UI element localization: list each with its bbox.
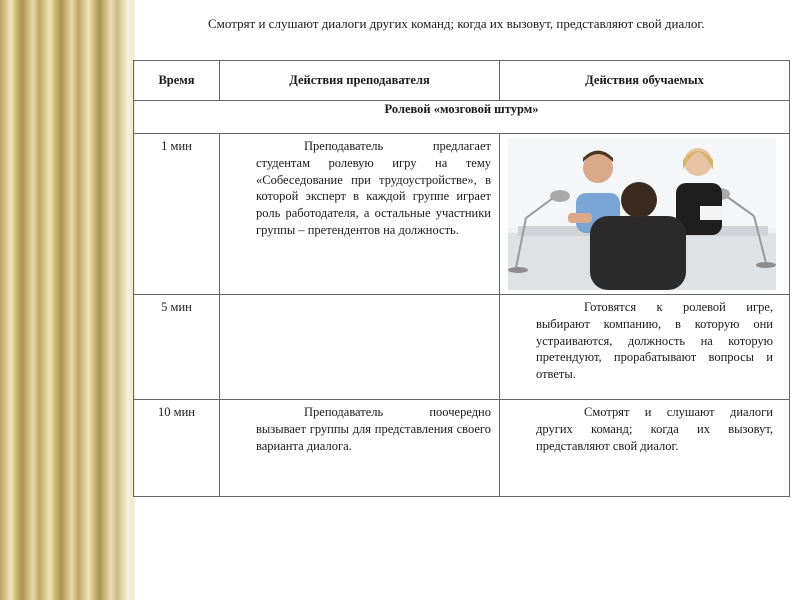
row-teacher-text: Преподаватель поочередно вызывает группы для представления своего варианта диалога. [256, 405, 491, 453]
row-student [500, 295, 790, 400]
header-student: Действия обучаемых [500, 61, 790, 101]
header-row [134, 61, 790, 101]
row-time: 1 мин [134, 134, 220, 295]
row-teacher [220, 400, 500, 497]
row-time: 10 мин [134, 400, 220, 497]
row-time: 5 мин [134, 295, 220, 400]
header-teacher: Действия преподавателя [220, 61, 500, 101]
lesson-table [133, 60, 790, 497]
table-row [134, 400, 790, 497]
section-row [134, 101, 790, 134]
row-student [500, 134, 790, 295]
row-teacher [220, 134, 500, 295]
intro-paragraph: Смотрят и слушают диалоги других команд; когда их вызовут, представляют свой диалог. [208, 16, 705, 31]
row-student-text: Смотрят и слушают диалоги других команд; когда их вызовут, представляют свой диалог. [536, 405, 773, 453]
table-row [134, 295, 790, 400]
interview-photo [508, 138, 776, 290]
row-student-text: Готовятся к ролевой игре, выбирают компанию, в которую они устраиваются, должность на которую претендуют, прорабатывают вопросы и ответы. [536, 300, 773, 382]
table-row [134, 134, 790, 295]
row-teacher-text: Преподаватель предлагает студентам ролевую игру на тему «Собеседование при трудоустройстве», в которой эксперт в каждой группе играет роль работодателя, а остальные участники группы – претендентов на должность. [256, 139, 491, 237]
row-student [500, 400, 790, 497]
row-teacher [220, 295, 500, 400]
header-time: Время [134, 61, 220, 101]
section-title: Ролевой «мозговой штурм» [134, 101, 790, 134]
